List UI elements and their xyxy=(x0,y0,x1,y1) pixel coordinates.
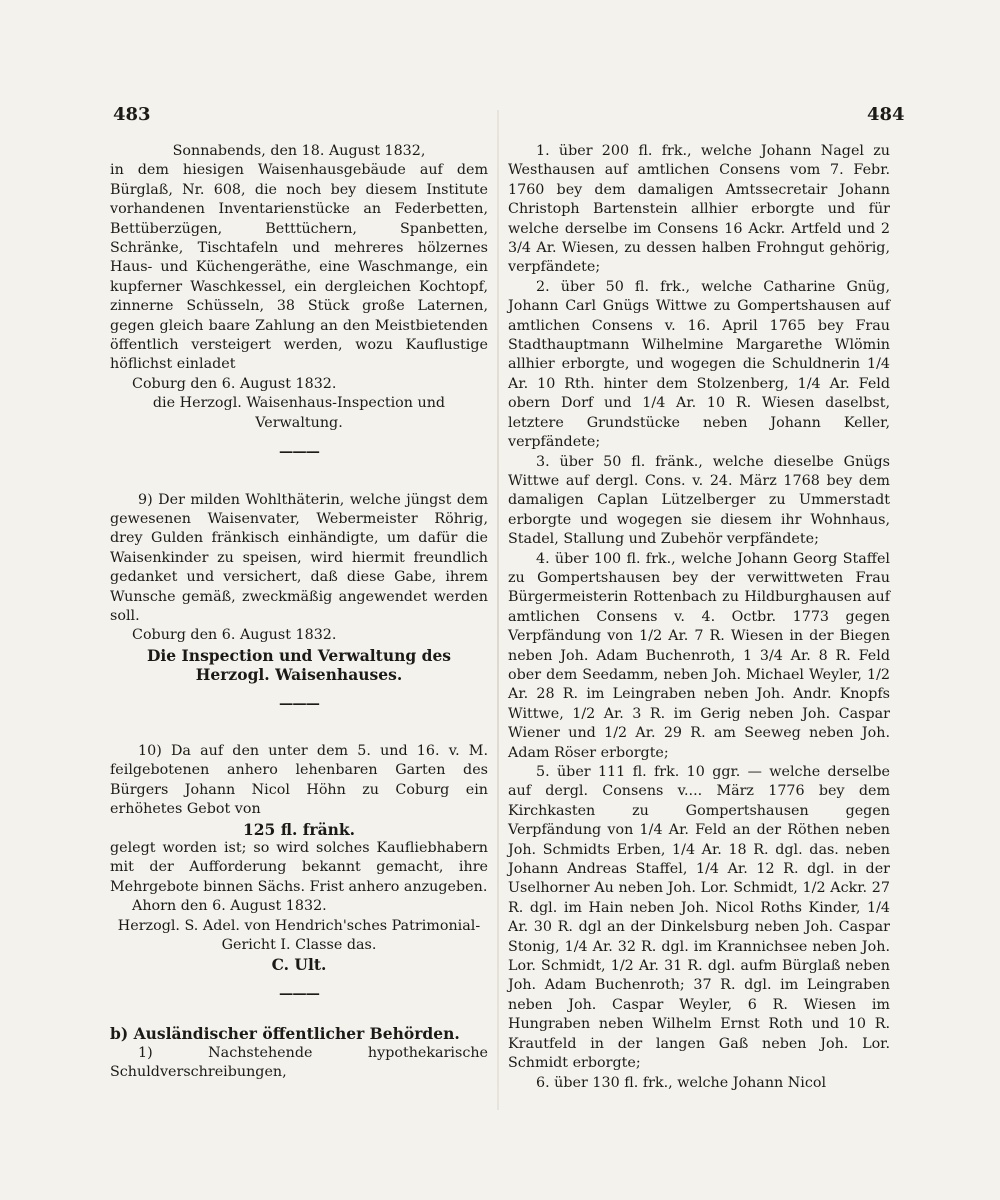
list-item: 3. über 50 fl. fränk., welche dieselbe Gnügs Wittwe auf dergl. Cons. v. 24. März 1768 bey dem damaligen Caplan Lützelberger zu Ummerstadt erborgte und wogegen sie diesem ihr Wohnhaus, Stadel, Stallung und Zubehör verpfändete; xyxy=(508,453,890,548)
garden-notice-text-continued: gelegt worden ist; so wird solches Kaufliebhabern mit der Aufforderung bekannt gemacht, ihre Mehrgebote binnen Sächs. Frist anhero anzugeben. xyxy=(110,840,488,895)
right-column xyxy=(508,142,890,1093)
thanks-notice-date: Coburg den 6. August 1832. xyxy=(132,627,337,644)
auction-notice-date: Coburg den 6. August 1832. xyxy=(132,375,337,392)
list-item: 6. über 130 fl. frk., welche Johann Nicol xyxy=(536,1074,827,1091)
thanks-notice-signature: Die Inspection und Verwaltung des Herzogl. Waisenhauses. xyxy=(146,645,452,685)
list-item: 1. über 200 fl. frk., welche Johann Nagel zu Westhausen auf amtlichen Consens vom 7. Febr. 1760 bey dem damaligen Amtssecretair Johann Christoph Bartenstein allhier erborgte und für welche derselbe im Consens 16 Ackr. Artfeld und 2 3/4 Ar. Wiesen, zu dessen halben Frohngut gehörig, verpfändete; xyxy=(508,143,890,276)
divider: ——— xyxy=(279,444,319,461)
auction-date-heading: Sonnabends, den 18. August 1832, xyxy=(172,143,426,159)
page-number-right: 484 xyxy=(867,104,905,125)
garden-notice-text: 10) Da auf den unter dem 5. und 16. v. M. feilgebotenen anhero lehenbaren Garten des Bürgers Johann Nicol Höhn zu Coburg ein erhöhetes Gebot von xyxy=(110,742,488,818)
list-item: 4. über 100 fl. frk., welche Johann Georg Staffel zu Gompertshausen bey der verwittweten Frau Bürgermeisterin Rottenbach zu Hildburghausen auf amtlichen Consens v. 4. Octbr. 1773 gegen Verpfändung von 1/2 Ar. 7 R. Wiesen in der Biegen neben Joh. Adam Buchenroth, 1 3/4 Ar. 8 R. Feld ober dem Seedamm, neben Joh. Michael Weyler, 1/2 Ar. 28 R. im Leingraben neben Joh. Andr. Knopfs Wittwe, 1/2 Ar. 3 R. im Gerig neben Joh. Caspar Wiener und 1/2 Ar. 29 R. am Seeweg neben Joh. Adam Röser erborgte; xyxy=(508,550,890,761)
garden-notice-date: Ahorn den 6. August 1832. xyxy=(132,898,327,915)
left-column xyxy=(110,142,488,1082)
list-item: 5. über 111 fl. frk. 10 ggr. — welche derselbe auf dergl. Consens v.... März 1776 bey dem Kirchkasten zu Gompertshausen gegen Verpfändung von 1/4 Ar. Feld an der Röthen neben Joh. Schmidts Erben, 1/4 Ar. 18 R. dgl. das. neben Johann Andreas Staffel, 1/4 Ar. 12 R. dgl. in der Uselhorner Au neben Joh. Lor. Schmidt, 1/2 Ackr. 27 R. dgl. im Hain neben Joh. Nicol Roths Kinder, 1/4 Ar. 30 R. dgl an der Dinkelsburg neben Joh. Caspar Stonig, 1/4 Ar. 32 R. dgl. im Krannichsee neben Joh. Lor. Schmidt, 1/2 Ar. 31 R. dgl. aufm Bürglaß neben Joh. Adam Buchenroth; 37 R. dgl. im Leingraben neben Joh. Caspar Weyler, 6 R. Wiesen im Hungraben neben Wilhelm Ernst Roth und 10 R. Krautfeld in der langen Gaß neben Joh. Lor. Schmidt erborgte; xyxy=(508,764,890,1072)
section-heading: b) Ausländischer öffentlicher Behörden. xyxy=(110,1024,460,1044)
auction-notice-text: in dem hiesigen Waisenhausgebäude auf dem Bürglaß, Nr. 608, die noch bey diesem Institute vorhandenen Inventarienstücke an Federbetten, Bettüberzügen, Betttüchern, Spanbetten, Schränke, Tischtafeln und mehreres hölzernes Haus- und Küchengeräthe, eine Waschmange, ein kupferner Waschkessel, ein dergleichen Kochtopf, zinnerne Schüsseln, 38 Stück große Laternen, gegen gleich baare Zahlung an den Meistbietenden öffentlich versteigert werden, wozu Kauflustige höflichst einladet xyxy=(110,162,488,373)
list-item: 2. über 50 fl. frk., welche Catharine Gnüg, Johann Carl Gnügs Wittwe zu Gompertshausen auf amtlichen Consens v. 16. April 1765 bey Frau Stadthauptmann Wilhelmine Margarethe Wlömin allhier erborgte, und wogegen die Schuldnerin 1/4 Ar. 10 Rth. hinter dem Stolzenberg, 1/4 Ar. Feld obern Dorf und 1/4 Ar. 10 R. Wiesen daselbst, letztere Grundstücke neben Johann Keller, verpfändete; xyxy=(508,278,890,451)
garden-notice-amount: 125 fl. fränk. xyxy=(242,819,356,839)
thanks-notice-text: 9) Der milden Wohlthäterin, welche jüngst dem gewesenen Waisenvater, Webermeister Röhrig, drey Gulden fränkisch einhändigte, um dafür die Waisenkinder zu speisen, wird hiermit freundlich gedanket und versichert, daß diese Gabe, ihrem Wunsche gemäß, zweckmäßig angewendet werden soll. xyxy=(110,491,488,624)
page-fold xyxy=(497,110,499,1110)
auction-notice-signature: die Herzogl. Waisenhaus-Inspection und Verwaltung. xyxy=(152,395,446,431)
page-number-left: 483 xyxy=(113,104,151,125)
garden-notice-signature-name: C. Ult. xyxy=(271,955,327,975)
divider: ——— xyxy=(279,695,319,712)
garden-notice-signature: Herzogl. S. Adel. von Hendrich'sches Patrimonial-Gericht I. Classe das. xyxy=(117,917,481,954)
divider: ——— xyxy=(279,985,319,1002)
mortgage-intro-text: 1) Nachstehende hypothekarische Schuldverschreibungen, xyxy=(110,1044,488,1081)
